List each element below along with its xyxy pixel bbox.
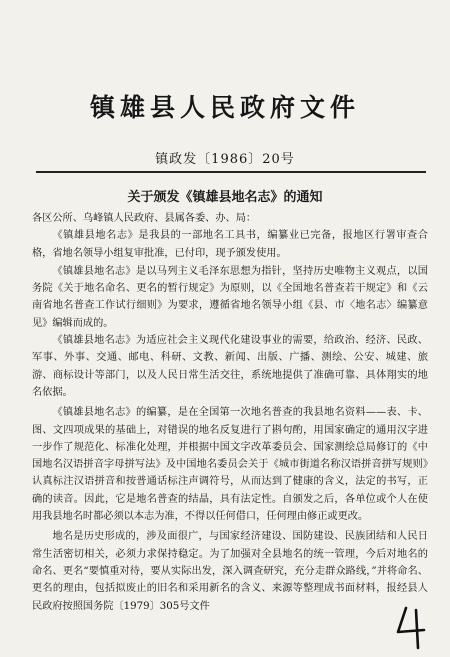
salutation: 各区公所、乌峰镇人民政府、县属各委、办、局： bbox=[32, 213, 257, 224]
document-number: 镇政发〔1986〕20号 bbox=[155, 152, 295, 167]
paragraph: 《镇雄县地名志》是以马列主义毛泽东思想为指针，坚持历史唯物主义观点，以国务院《关于地名命名、更名的暂行规定》为原则，以《全国地名普查若干规定》和《云南省地名普查工作试行细则》为要求，遵循省地名领导小组《县、市〈地名志〉编纂意见》编辑而成的。 bbox=[32, 265, 428, 329]
document-header-title: 镇雄县人民政府文件 bbox=[89, 93, 360, 122]
paragraph: 《镇雄县地名志》为适应社会主义现代化建设事业的需要，给政治、经济、民政、军事、外事、交通、邮电、科研、文教、新闻、出版、广播、测绘、公安、城建、旅游、商标设计等部门，以及人民日常生活交往，系统地提供了准确可靠、具体翔实的地名依据。 bbox=[32, 335, 428, 398]
handwritten-page-mark-icon bbox=[392, 604, 432, 650]
paragraph: 《镇雄县地名志》的编纂，是在全国第一次地名普查的我县地名资料——表、卡、图、文四项成果的基础上，对错误的地名反复进行了斟句酌，用国家确定的通用汉字进一步作了规范化、标准化处理，并根据中国文字改革委员会、国家测绘总局修订的《中国地名汉语拼音字母拼写法》及中国地名委员会关于《城市街道名称汉语拼音拼写规则》认真标注汉语拼音和按普通话标注声调符号，从而达到了健康的含义，法定的书写，正确的读音。因此，它是地名普查的结晶，具有法定性。自颁发之后，各单位或个人在使用我县地名时都必须以本志为准，不得以任何借口，任何理由修正或更改。 bbox=[32, 407, 428, 523]
paragraph: 地名是历史形成的，涉及面很广，与国家经济建设、国防建设、民族团结和人民日常生活密切相关，必须力求保持稳定。为了加强对全县地名的统一管理，今后对地名的命名、更名“要慎重对待，要从实际出发，深入调查研究，充分走群众路线，”并将命名、更名的理由，包括拟废止的旧名和采用新名的含义、来源等整理成书面材料，报经县人民政府按照国务院〔1979〕305号文件 bbox=[32, 531, 428, 612]
paragraph: 《镇雄县地名志》是我县的一部地名工具书，编纂业已完备，报地区行署审查合格，省地名领导小组复审批准，已付印，现予颁发使用。 bbox=[32, 230, 428, 259]
document-body bbox=[32, 210, 428, 615]
header-rule bbox=[36, 171, 426, 173]
notice-title: 关于颁发《镇雄县地名志》的通知 bbox=[127, 190, 323, 205]
